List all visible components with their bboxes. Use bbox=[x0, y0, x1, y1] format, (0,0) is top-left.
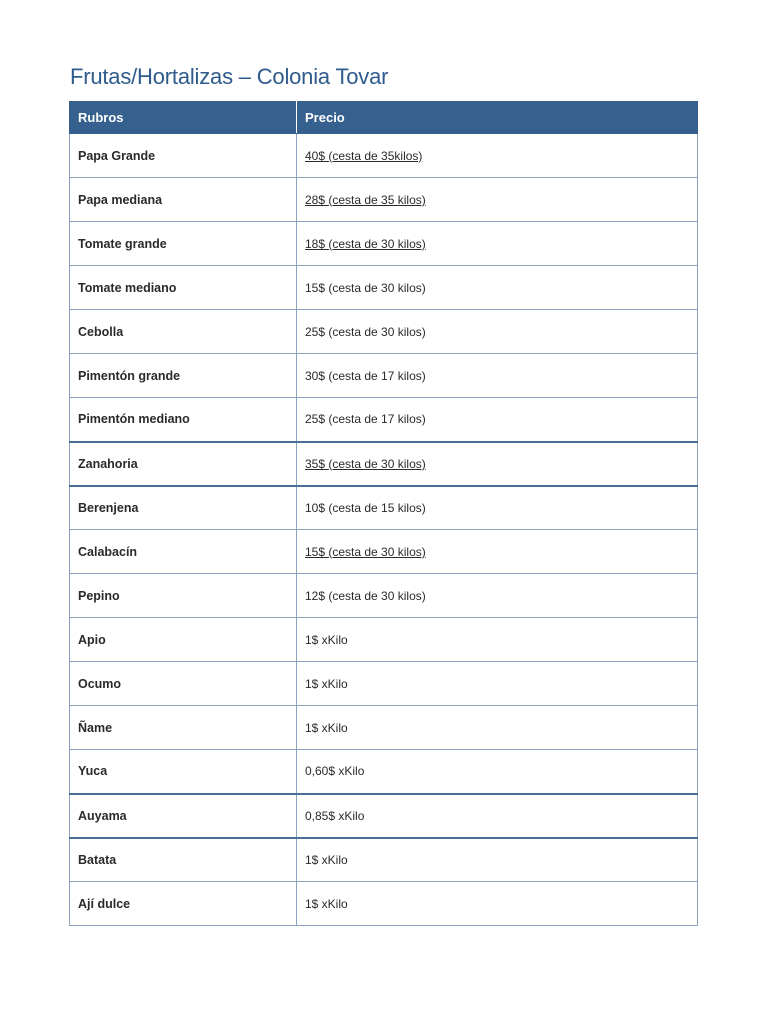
table-row bbox=[70, 398, 698, 442]
price-cell bbox=[297, 838, 698, 882]
item-name-cell: Zanahoria bbox=[70, 442, 297, 486]
header-precio: Precio bbox=[297, 102, 698, 134]
table-row bbox=[70, 662, 698, 706]
price-text: 40$ (cesta de 35kilos) bbox=[305, 148, 423, 163]
price-cell bbox=[297, 178, 698, 222]
price-cell bbox=[297, 530, 698, 574]
price-text: 1$ xKilo bbox=[305, 720, 348, 735]
table-row bbox=[70, 530, 698, 574]
table-row bbox=[70, 574, 698, 618]
document-title: Frutas/Hortalizas – Colonia Tovar bbox=[70, 64, 389, 89]
price-cell bbox=[297, 706, 698, 750]
price-cell bbox=[297, 310, 698, 354]
table-row bbox=[70, 266, 698, 310]
price-cell bbox=[297, 882, 698, 926]
table-row bbox=[70, 310, 698, 354]
item-name-cell: Ocumo bbox=[70, 662, 297, 706]
item-name-cell: Berenjena bbox=[70, 486, 297, 530]
item-name-cell: Pimentón mediano bbox=[70, 398, 297, 442]
table-header-row bbox=[70, 102, 698, 134]
table-row bbox=[70, 882, 698, 926]
price-text: 28$ (cesta de 35 kilos) bbox=[305, 192, 426, 207]
price-cell bbox=[297, 442, 698, 486]
table-row bbox=[70, 134, 698, 178]
item-name-cell: Tomate grande bbox=[70, 222, 297, 266]
table-row bbox=[70, 486, 698, 530]
price-text: 0,60$ xKilo bbox=[305, 764, 365, 779]
price-table bbox=[69, 101, 698, 926]
table-row bbox=[70, 750, 698, 794]
price-cell bbox=[297, 354, 698, 398]
item-name-cell: Yuca bbox=[70, 750, 297, 794]
item-name-cell: Ñame bbox=[70, 706, 297, 750]
table-row bbox=[70, 222, 698, 266]
table-row bbox=[70, 838, 698, 882]
item-name-cell: Apio bbox=[70, 618, 297, 662]
price-text: 10$ (cesta de 15 kilos) bbox=[305, 500, 426, 515]
item-name-cell: Ají dulce bbox=[70, 882, 297, 926]
table-body bbox=[70, 134, 698, 926]
item-name-cell: Papa mediana bbox=[70, 178, 297, 222]
price-cell bbox=[297, 398, 698, 442]
header-rubros: Rubros bbox=[70, 102, 297, 134]
price-text: 25$ (cesta de 30 kilos) bbox=[305, 324, 426, 339]
price-text: 15$ (cesta de 30 kilos) bbox=[305, 280, 426, 295]
table-row bbox=[70, 706, 698, 750]
price-cell bbox=[297, 618, 698, 662]
table-row bbox=[70, 178, 698, 222]
price-cell bbox=[297, 794, 698, 838]
price-text: 1$ xKilo bbox=[305, 852, 348, 867]
price-text: 35$ (cesta de 30 kilos) bbox=[305, 456, 426, 471]
item-name-cell: Pimentón grande bbox=[70, 354, 297, 398]
table-row bbox=[70, 618, 698, 662]
price-text: 15$ (cesta de 30 kilos) bbox=[305, 544, 426, 559]
price-text: 1$ xKilo bbox=[305, 896, 348, 911]
item-name-cell: Batata bbox=[70, 838, 297, 882]
item-name-cell: Papa Grande bbox=[70, 134, 297, 178]
price-text: 12$ (cesta de 30 kilos) bbox=[305, 588, 426, 603]
item-name-cell: Auyama bbox=[70, 794, 297, 838]
price-cell bbox=[297, 662, 698, 706]
item-name-cell: Cebolla bbox=[70, 310, 297, 354]
item-name-cell: Tomate mediano bbox=[70, 266, 297, 310]
price-cell bbox=[297, 134, 698, 178]
price-text: 30$ (cesta de 17 kilos) bbox=[305, 368, 426, 383]
price-cell bbox=[297, 486, 698, 530]
price-cell bbox=[297, 266, 698, 310]
item-name-cell: Calabacín bbox=[70, 530, 297, 574]
price-text: 1$ xKilo bbox=[305, 632, 348, 647]
item-name-cell: Pepino bbox=[70, 574, 297, 618]
price-text: 18$ (cesta de 30 kilos) bbox=[305, 236, 426, 251]
price-cell bbox=[297, 574, 698, 618]
price-cell bbox=[297, 750, 698, 794]
price-text: 1$ xKilo bbox=[305, 676, 348, 691]
table-row bbox=[70, 794, 698, 838]
price-text: 25$ (cesta de 17 kilos) bbox=[305, 412, 426, 427]
price-text: 0,85$ xKilo bbox=[305, 808, 365, 823]
table-row bbox=[70, 442, 698, 486]
price-cell bbox=[297, 222, 698, 266]
table-row bbox=[70, 354, 698, 398]
